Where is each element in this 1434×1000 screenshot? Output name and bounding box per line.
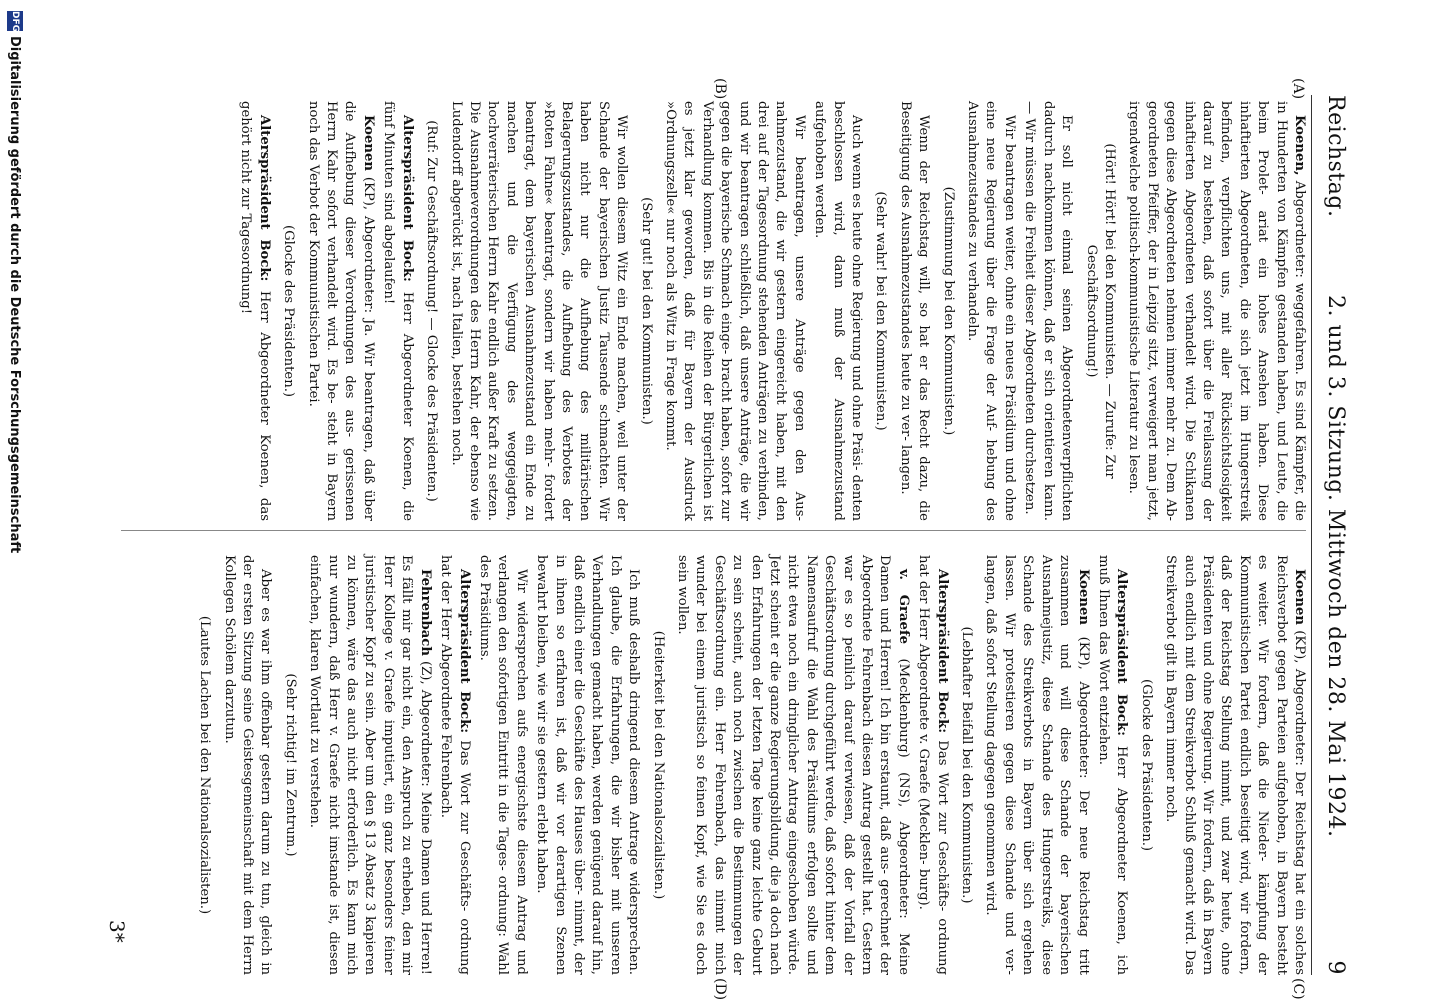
paragraph-text: (Heiterkeit bei den Nationalsozialisten.) [650, 630, 666, 900]
speaker-name: Alterspräsident Bock: [256, 115, 272, 282]
paragraph-text: (Zustimmung bei den Kommunisten.) [940, 186, 956, 436]
paragraph-text: Das Wort zur Geschäfts- ordnung hat der Herr Abgeordnete Fehrenbach. [438, 555, 472, 975]
paragraph [303, 101, 377, 521]
header-session-date: 2. und 3. Sitzung. Mittwoch den 28. Mai 1924. [1323, 295, 1348, 838]
paragraph-text: Er soll nicht einmal seinen Abgeordnetenverpflichten dadurch nachkommen können, daß er sich orientieren kann. — Wir müssen die Freiheit dieser Abgeordneten durchsetzen. [1022, 101, 1075, 521]
paragraph [648, 555, 666, 975]
paragraph [532, 555, 642, 975]
paragraph [280, 555, 298, 975]
paragraph [1124, 101, 1308, 521]
paragraph [305, 555, 434, 975]
margin-mark-a: (A) [1290, 78, 1306, 100]
paragraph-text: (Hört! Hört! bei den Kommunisten. — Zurufe: Zur Geschäftsordnung!) [1083, 143, 1117, 479]
paragraph [914, 555, 951, 975]
paragraph-text: Wir beantragen weiter, ohne ein neues Präsidium und ohne eine neue Regierung über die Frage der Auf- hebung des Ausnahmezustandes zu verhandeln. [965, 101, 1017, 521]
paragraph-text: Wir beantragen, unsere Anträge gegen den Aus- nahmezustand, die wir gestern eingereicht haben, mit den drei auf der Tagesordnung stehenden Anträgen zu verbinden, und wir beantragen schließlich, daß unsere Anträge, die wir gegen die bayerische Schmach einge- bracht haben, sofort zur Verhandlung kommen. Bis in die Reihen der Bürgerlichen ist es jetzt klar geworden, daß für Bayern der Ausdruck »Ordnungszelle« nur noch als Witz in Frage kommt. [663, 101, 807, 521]
paragraph-text: (Lebhafter Beifall bei den Kommunisten.) [959, 626, 975, 904]
speaker-name: Alterspräsident Bock: [456, 569, 472, 734]
paragraph [871, 101, 889, 521]
paragraph [422, 101, 440, 521]
paragraph [475, 555, 530, 975]
paragraph-text: (Ruf: Zur Geschäftsordnung! — Glocke des Präsidenten.) [424, 120, 440, 502]
speaker-name: Alterspräsident Bock: [399, 115, 415, 282]
paragraph [981, 555, 1091, 975]
paragraph-text: (Glocke des Präsidenten.) [281, 224, 297, 398]
speaker-name: Koenen [360, 115, 376, 171]
header-rule [1311, 95, 1312, 975]
paragraph-text: Wenn der Reichstag will, so hat er das Recht dazu, die Beseitigung des Ausnahmezustandes heute zu ver- langen. [897, 101, 932, 521]
speaker-name: Koenen, [1292, 115, 1307, 176]
paragraph [810, 101, 865, 521]
paragraph-text: Wir wollen diesem Witz ein Ende machen, weil unter der Schande der bayerischen Justiz Tausende schmachten. Wir haben nicht nur die Aufhebung des militärischen Belagerungszustandes, die Aufhebung des Verbotes der »Roten Fahne« beantragt, sondern wir haben mehr- fordert beantragt, dem bayerischen Ausnahmezustand ein Ende zu machen und die Verfügung des weggejagten, hochverräterischen Herrn Kahr endlich außer Kraft zu setzen. Die Ausnahmeverordnungen des Herrn Kahr, der ebenso wie Ludendorff abgerückt ist, nach Italien, bestehen noch. [448, 101, 630, 521]
paragraph-text: (KP), Abgeordneter: Der Reichstag hat ein solches Reichsverbot gegen Parteien aufgehoben, in Bayern besteht es weiter. Wir fordern, daß die Nieder- kämpfung der Kommunistischen Partei endlich beseitigt wird, wir fordern, daß der Reichstag Stellung nimmt, und zwar heute, ohne Präsidenten und ohne Regierung. Wir fordern, daß in Bayern auch endlich mit dem Streikverbot Schluß gemacht wird. Das Streikverbot gilt in Bayern immer noch. [1163, 555, 1307, 975]
paragraph-text: (KP), Abgeordneter: Der neue Reichstag tritt zusammen und will diese Schande der bayerischen Ausnahmejustiz, diese Schande des Hungerstreiks, diese Schande des Streikverbots in Bayern über sich ergehen lassen. Wir protestieren gegen diese Schande und ver- langen, daß sofort Stellung dagegen genommen wird. [983, 555, 1091, 975]
paragraph [1161, 555, 1308, 975]
paragraph [195, 555, 213, 975]
paragraph-text: Ich muß deshalb dringend diesem Antrage widersprechen. Ich glaube, die Erfahrungen, die wir bisher mit unseren Verhandlungen gemacht haben, werden genügend darauf hin, daß endlich einer die Geschäfte des Hauses über- nimmt, der in ihnen so erfahren ist, daß wir vor derartigen Szenen bewahrt bleiben, wie wir sie gestern erlebt haben. [534, 555, 642, 975]
page-header [1308, 95, 1348, 975]
paragraph [673, 555, 912, 975]
paragraph [219, 555, 274, 975]
paragraph-text: (Z), Abgeordneter: Meine Damen und Herren! Es fällt mir gar nicht ein, den Anspruch zu erheben, den mir Herr Kollege v. Graefe imputiert, ein ganz besonders feiner juristischer Kopf zu sein. Aber um den § 13 Absatz 3 kapieren zu können, wäre das auch nicht erforderlich. Es kann mich nur wundern, daß Herr v. Graefe nicht imstande ist, diesen einfachen, klaren Wortlaut zu verstehen. [307, 555, 433, 975]
margin-mark-d: (D) [712, 978, 728, 1000]
dfg-logo-icon: DFG [7, 11, 23, 31]
speaker-name: Alterspräsident Bock: [1114, 569, 1130, 736]
right-column [189, 555, 1308, 975]
paragraph-text: (Sehr wahr! bei den Kommunisten.) [873, 191, 889, 431]
paragraph [379, 101, 416, 521]
paragraph [938, 101, 956, 521]
speaker-name: Koenen [1292, 569, 1307, 625]
page-footer [2, 10, 22, 980]
paragraph [636, 101, 654, 521]
paragraph-text: (KP), Abgeordneter: Ja. Wir beantragen, daß über die Aufhebung dieser Verordnungen des aus- gerissenen Herrn Kahr sofort verhandelt wird. Es be- steht in Bayern noch das Verbot der Kommunistischen Partei. [305, 101, 376, 521]
paragraph [957, 555, 975, 975]
paragraph-text: Herr Abgeordneter Koenen, die fünf Minuten sind abgelaufen! [381, 101, 415, 521]
paragraph [1081, 101, 1118, 521]
paragraph [1020, 101, 1075, 521]
column-divider [121, 530, 1306, 531]
paragraph [661, 101, 808, 521]
paragraph-text: Abgeordneter: weggefahren. Es sind Kämpfer, die in Hunderten von Kämpfen gestanden haben, und Leute, die beim Prolet- ariat ein hohes Ansehen haben. Diese inhaftierten Abgeordneten, die sich jetzt im Hungerstreik befinden, verpflichten uns, mit aller Rücksichtslosigkeit darauf zu bestehen, daß sofort über die Freilassung der inhaftierten Abgeordneten verhandelt wird. Die Schikanen gegen diese Abgeordneten nehmen immer mehr zu. Dem Ab- geordneten Pfeiffer, der in Leipzig sitzt, verweigert man jetzt, irgendwelche politisch-kommunistische Literatur zu lesen. [1126, 101, 1307, 521]
paragraph-text: (Mecklenburg) (NS), Abgeordneter: Meine Damen und Herren! Ich bin erstaunt, daß aus- gerechnet der Abgeordnete Fehrenbach diesen Antrag gestellt hat. Gestern war es so peinlich darauf verwiesen, daß der Vorfall der Geschäftsordnung durchgeführt werde, daß sofort hinter dem Namensaufruf die Wahl des Präsidiums erfolgen sollte und nicht etwa noch ein dringlicher Antrag eingeschoben würde. Jetzt scheint er die ganze Regierungsbildung, die ja doch nach den Erfahrungen der letzten Tage keine ganz leichte Geburt zu sein scheint, auch noch zwischen die Bestimmungen der Geschäftsordnung ein. Herr Fehrenbach, das nimmt mich wunder bei einem juristisch so feinen Kopf, wie Sie es doch sein wollen. [675, 555, 911, 976]
paragraph-text: Wir widersprechen aufs energischste diesem Antrag und verlangen den sofortigen Eintritt in die Tages- ordnung: Wahl des Präsidiums. [476, 555, 529, 975]
paragraph-text: Aber es war ihm offenbar gestern darum zu tun, gleich in der ersten Sitzung seine Geistesgemeinschaft mit dem Herrn Kollegen Schölem darzutun. [221, 555, 274, 975]
paragraph-text: (Glocke des Präsidenten.) [1138, 678, 1154, 852]
paragraph [895, 101, 932, 521]
margin-mark-c: (C) [1290, 978, 1306, 1000]
header-left: Reichstag. [1323, 95, 1348, 218]
paragraph-text: (Lautes Lachen bei den Nationalsozialisten.) [197, 615, 213, 915]
paragraph [436, 555, 473, 975]
paragraph [963, 101, 1018, 521]
paragraph [236, 101, 273, 521]
speaker-name: Koenen [1075, 569, 1091, 625]
paragraph-text: Herr Abgeordneter Koenen, ich muß Ihnen das Wort entziehen. [1095, 555, 1130, 975]
paragraph [1094, 555, 1131, 975]
page-number: 9 [1323, 960, 1348, 975]
speaker-name: Fehrenbach [417, 569, 433, 656]
paragraph [446, 101, 630, 521]
paragraph [279, 101, 297, 521]
paragraph-text: (Sehr gut! bei den Kommunisten.) [638, 197, 654, 425]
footer-funding-note: Digitalisierung gefördert durch die Deutsche Forschungsgemeinschaft [7, 36, 22, 554]
speaker-name: v. Graefe [895, 569, 911, 645]
signature-mark: 3* [105, 920, 129, 943]
margin-mark-b: (B) [712, 78, 728, 100]
left-column [234, 101, 1308, 521]
paragraph [1136, 555, 1154, 975]
paragraph-text: Das Wort zur Geschäfts- ordnung hat der Herr Abgeordnete v. Graefe (Mecklen- burg). [916, 555, 950, 975]
paragraph-text: Herr Abgeordneter Koenen, das gehört nicht zur Tagesordnung! [238, 101, 272, 521]
paragraph-text: Auch wenn es heute ohne Regierung und ohne Präsi- denten beschlossen wird, dann muß der Ausnahmezustand aufgehoben werden. [812, 101, 865, 521]
speaker-name: Alterspräsident Bock: [934, 569, 950, 734]
paragraph-text: (Sehr richtig! im Zentrum.) [282, 673, 298, 857]
